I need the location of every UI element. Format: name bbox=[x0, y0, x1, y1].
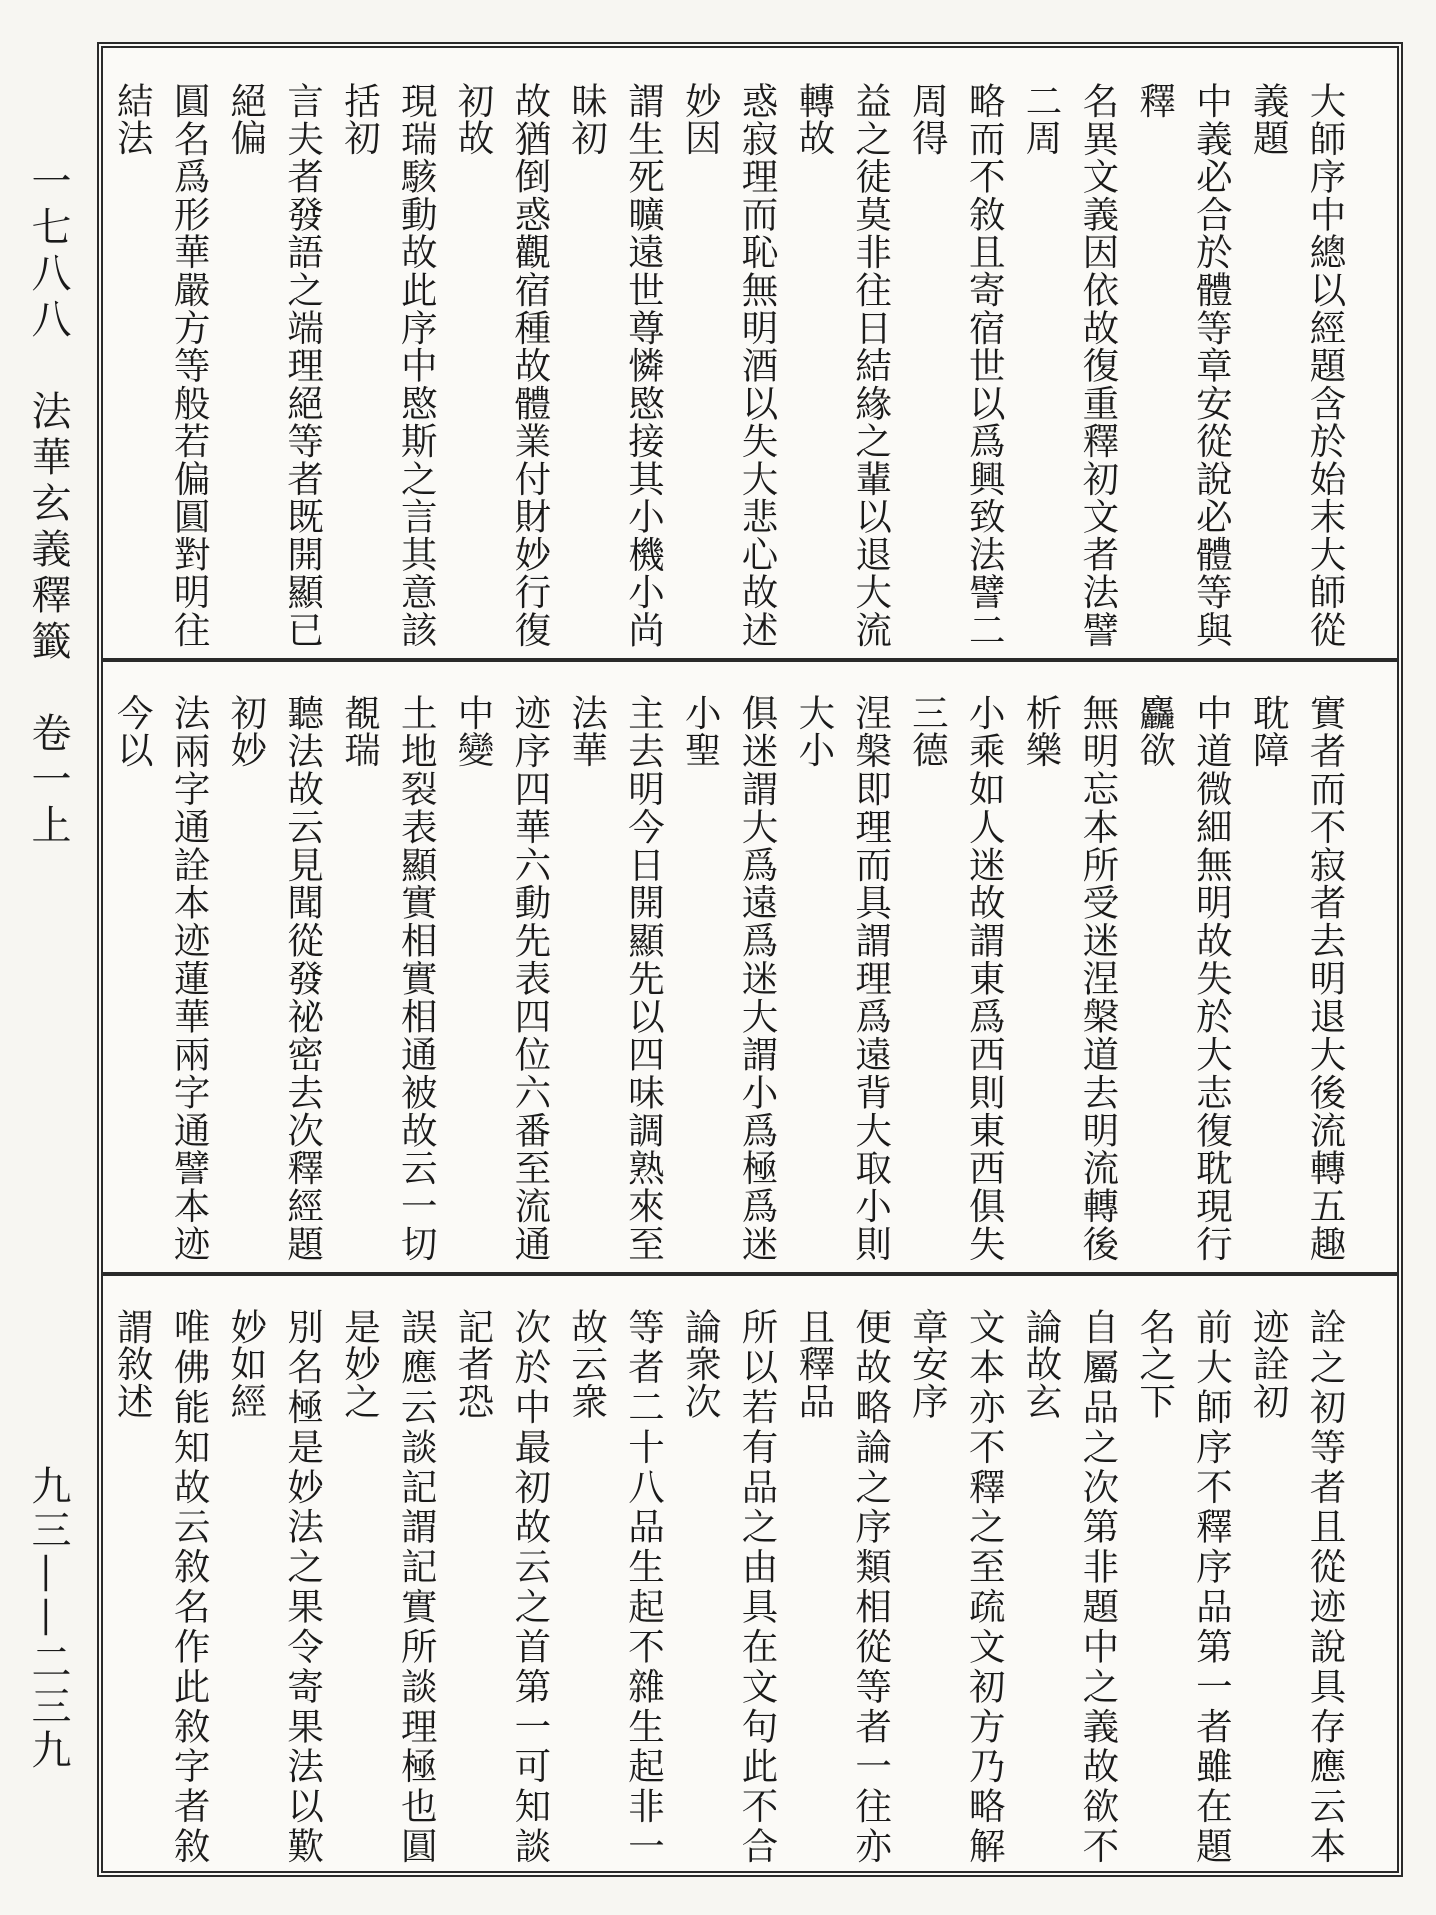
text-column: 次於中最初故云之首第一可知談記者恐 bbox=[452, 1308, 552, 1864]
text-column: 無明忘本所受迷涅槃道去明流轉後析樂 bbox=[1020, 694, 1120, 1262]
text-column: 益之徒莫非往日結緣之輩以退大流轉故 bbox=[792, 82, 893, 648]
text-column: 略而不敘且寄宿世以爲興致法譬二周得 bbox=[906, 82, 1007, 648]
text-column: 誤應云談記謂記實所談理極也圓是妙之 bbox=[338, 1308, 439, 1864]
text-column: 謂生死曠遠世尊憐愍接其小機小尚昧初 bbox=[565, 82, 666, 648]
register-divider bbox=[103, 658, 1397, 662]
text-column: 中義必合於體等章安從說必體等與釋 bbox=[1133, 82, 1234, 648]
text-column: 別名極是妙法之果令寄果法以歎妙如經 bbox=[224, 1308, 325, 1864]
text-column: 便故略論之序類相從等者一往亦且釋品 bbox=[792, 1308, 893, 1864]
text-column: 故猶倒惑觀宿種故體業付財妙行復初故 bbox=[452, 82, 552, 648]
register-bottom bbox=[107, 1278, 1393, 1874]
text-column: 文本亦不釋之至疏文初方乃略解章安序 bbox=[906, 1308, 1007, 1864]
text-column: 詮之初等者且從迹說具存應云本迹詮初 bbox=[1247, 1308, 1347, 1864]
text-block-middle bbox=[111, 694, 1353, 1262]
book-title: 一七八八 法華玄義釋籤 卷一上 bbox=[25, 160, 71, 850]
text-column: 中道微細無明故失於大志復耽現行麤欲 bbox=[1133, 694, 1234, 1262]
text-column: 主去明今日開顯先以四味調熟來至法華 bbox=[565, 694, 666, 1262]
register-top bbox=[107, 52, 1393, 658]
text-column: 迹序四華六動先表四位六番至流通中變 bbox=[452, 694, 552, 1262]
text-column: 言夫者發語之端理絕等者既開顯已絕偏 bbox=[224, 82, 325, 648]
text-column: 現瑞駭動故此序中愍斯之言其意該括初 bbox=[338, 82, 439, 648]
text-column: 等者二十八品生起不雜生起非一故云衆 bbox=[565, 1308, 666, 1864]
page-number: 九三——二三九 bbox=[25, 1465, 71, 1773]
text-column: 實者而不寂者去明退大後流轉五趣耽障 bbox=[1247, 694, 1347, 1262]
left-margin bbox=[0, 0, 95, 1915]
text-column: 所以若有品之由具在文句此不合論衆次 bbox=[679, 1308, 780, 1864]
register-divider bbox=[103, 1272, 1397, 1276]
register-middle bbox=[107, 664, 1393, 1272]
text-column: 自屬品之次第非題中之義故欲不論故玄 bbox=[1020, 1308, 1120, 1864]
text-column: 小乘如人迷故謂東爲西則東西俱失三德 bbox=[906, 694, 1007, 1262]
text-column: 圓名爲形華嚴方等般若偏圓對明往結法 bbox=[111, 82, 212, 648]
text-column: 土地裂表顯實相實相通被故云一切覩瑞 bbox=[338, 694, 439, 1262]
page-frame bbox=[97, 42, 1403, 1877]
text-column: 涅槃即理而具謂理爲遠背大取小則大小 bbox=[792, 694, 893, 1262]
text-column: 聽法故云見聞從發祕密去次釋經題初妙 bbox=[224, 694, 325, 1262]
text-column: 俱迷謂大爲遠爲迷大謂小爲極爲迷小聖 bbox=[679, 694, 780, 1262]
text-column: 法兩字通詮本迹蓮華兩字通譬本迹今以 bbox=[111, 694, 212, 1262]
text-column: 大師序中總以經題含於始末大師從義題 bbox=[1247, 82, 1347, 648]
text-column: 前大師序不釋序品第一者雖在題名之下 bbox=[1133, 1308, 1234, 1864]
text-block-bottom bbox=[111, 1308, 1353, 1864]
text-column: 惑寂理而恥無明酒以失大悲心故述妙因 bbox=[679, 82, 780, 648]
text-column: 唯佛能知故云敘名作此敘字者敘謂敘述 bbox=[111, 1308, 212, 1864]
text-column: 名異文義因依故復重釋初文者法譬二周 bbox=[1020, 82, 1120, 648]
text-block-top bbox=[111, 82, 1353, 648]
